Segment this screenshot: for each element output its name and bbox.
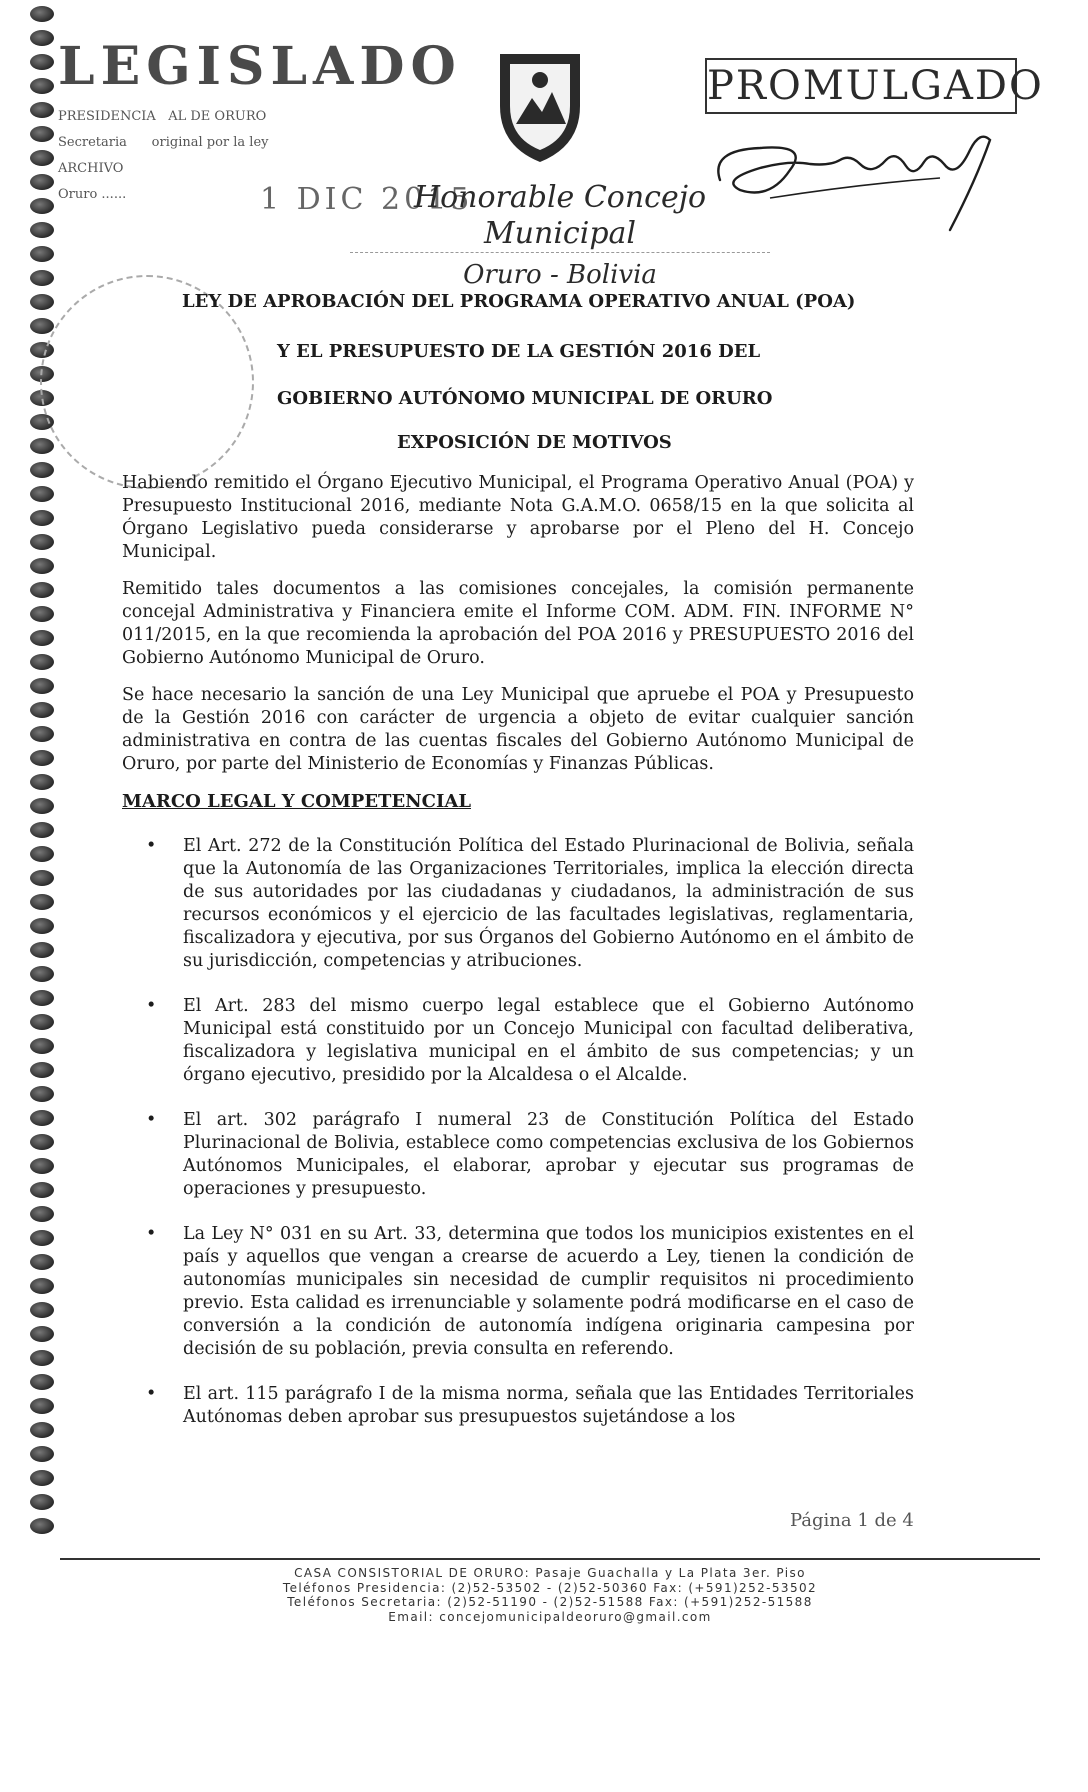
list-item-text: El art. 115 parágrafo I de la misma norma, señala que las Entidades Territoriales Autónomas deben aprobar sus presupuestos sujetándose a los — [183, 1384, 914, 1427]
binder-hole-icon — [30, 1302, 54, 1318]
binder-hole-icon — [30, 1278, 54, 1294]
footer-phones-secretaria: Teléfonos Secretaria: (2)52-51190 - (2)52-51588 Fax: (+591)252-51588 — [287, 1595, 813, 1609]
promulgado-stamp: PROMULGADO — [705, 58, 1017, 114]
binder-hole-icon — [30, 798, 54, 814]
council-name: Honorable Concejo Municipal — [350, 180, 770, 253]
bullet-icon: • — [146, 836, 157, 856]
list-item — [122, 1383, 914, 1429]
footer-email: Email: concejomunicipaldeoruro@gmail.com — [388, 1609, 712, 1624]
law-title-line-1: LEY DE APROBACIÓN DEL PROGRAMA OPERATIVO ANUAL (POA) — [182, 291, 856, 312]
footer-phones-presidencia: Teléfonos Presidencia: (2)52-53502 - (2)52-50360 Fax: (+591)252-53502 — [282, 1580, 818, 1595]
binder-hole-icon — [30, 1422, 54, 1438]
binder-hole-icon — [30, 942, 54, 958]
list-item — [122, 1223, 914, 1361]
list-item-text: El art. 302 parágrafo I numeral 23 de Constitución Política del Estado Plurinacional de Bolivia, establece como competencias exclusiva de los Gobiernos Autónomos Municipales, el elaborar, aprobar y ejecutar sus programas de operaciones y presupuesto. — [183, 1110, 914, 1199]
binder-hole-icon — [30, 486, 54, 502]
binder-hole-icon — [30, 822, 54, 838]
binder-hole-icon — [30, 1326, 54, 1342]
binder-hole-icon — [30, 270, 54, 286]
stamp-details: PRESIDENCIA AL DE ORURO Secretaria original por la ley ARCHIVO Oruro ...... — [58, 109, 269, 202]
legal-framework-list — [122, 835, 914, 1429]
binder-hole-icon — [30, 462, 54, 478]
binder-hole-icon — [30, 1038, 54, 1054]
binder-hole-icon — [30, 1134, 54, 1150]
law-title-line-3: GOBIERNO AUTÓNOMO MUNICIPAL DE ORURO — [277, 388, 773, 409]
handwritten-signature — [700, 120, 1020, 250]
binder-hole-icon — [30, 1374, 54, 1390]
binder-holes — [30, 6, 56, 1546]
binder-hole-icon — [30, 654, 54, 670]
binder-hole-icon — [30, 846, 54, 862]
binder-hole-icon — [30, 918, 54, 934]
binder-hole-icon — [30, 702, 54, 718]
bullet-icon: • — [146, 1224, 157, 1244]
list-item — [122, 835, 914, 973]
binder-hole-icon — [30, 246, 54, 262]
list-item — [122, 1109, 914, 1201]
paragraph: Remitido tales documentos a las comisiones concejales, la comisión permanente concejal Administrativa y Financiera emite el Informe COM. ADM. FIN. INFORME N° 011/2015, en la que recomienda la aprobación del POA 2016 y PRESUPUESTO 2016 del Gobierno Autónomo Municipal de Oruro. — [122, 579, 914, 668]
binder-hole-icon — [30, 1206, 54, 1222]
binder-hole-icon — [30, 318, 54, 334]
council-location: Oruro - Bolivia — [463, 260, 657, 290]
bullet-icon: • — [146, 1384, 157, 1404]
binder-hole-icon — [30, 1182, 54, 1198]
binder-hole-icon — [30, 1446, 54, 1462]
list-item-text: La Ley N° 031 en su Art. 33, determina que todos los municipios existentes en el país y aquellos que vengan a crearse de acuerdo a Ley, tienen la condición de autonomías municipales sin necesidad de cumplir requisitos ni procedimiento previo. Esta calidad es irrenunciable y solamente podrá modificarse en el caso de conversión a la condición de autonomía indígena originaria campesina por decisión de su población, previa consulta en referendo. — [183, 1224, 914, 1359]
binder-hole-icon — [30, 1014, 54, 1030]
binder-hole-icon — [30, 534, 54, 550]
bullet-icon: • — [146, 1110, 157, 1130]
stamp-heading: LEGISLADO — [58, 36, 462, 97]
stamp-date: 1 DIC 2015 — [260, 182, 474, 217]
paragraph: Se hace necesario la sanción de una Ley Municipal que apruebe el POA y Presupuesto de la Gestión 2016 con carácter de urgencia a objeto de evitar cualquier sanción administrativa en contra de las cuentas fiscales del Gobierno Autónomo Municipal de Oruro, por parte del Ministerio de Economías y Finanzas Públicas. — [122, 685, 914, 774]
list-item-text: El Art. 283 del mismo cuerpo legal establece que el Gobierno Autónomo Municipal está constituido por un Concejo Municipal con facultad deliberativa, fiscalizadora y legislativa municipal en el ámbito de sus competencias; y un órgano ejecutivo, presidido por la Alcaldesa o el Alcalde. — [183, 996, 914, 1085]
binder-hole-icon — [30, 1110, 54, 1126]
binder-hole-icon — [30, 894, 54, 910]
footer-divider — [60, 1558, 1040, 1560]
binder-hole-icon — [30, 630, 54, 646]
footer-contact — [160, 1566, 940, 1624]
exposicion-de-motivos-heading: EXPOSICIÓN DE MOTIVOS — [397, 432, 672, 453]
binder-hole-icon — [30, 1062, 54, 1078]
binder-hole-icon — [30, 1470, 54, 1486]
law-title-line-2: Y EL PRESUPUESTO DE LA GESTIÓN 2016 DEL — [277, 341, 761, 362]
binder-hole-icon — [30, 1230, 54, 1246]
binder-hole-icon — [30, 990, 54, 1006]
binder-hole-icon — [30, 726, 54, 742]
binder-hole-icon — [30, 294, 54, 310]
section-heading-marco-legal: MARCO LEGAL Y COMPETENCIAL — [122, 791, 471, 812]
binder-hole-icon — [30, 510, 54, 526]
binder-hole-icon — [30, 558, 54, 574]
binder-hole-icon — [30, 606, 54, 622]
binder-hole-icon — [30, 1518, 54, 1534]
coat-of-arms-seal — [490, 46, 590, 166]
binder-hole-icon — [30, 1158, 54, 1174]
binder-hole-icon — [30, 1398, 54, 1414]
binder-hole-icon — [30, 1350, 54, 1366]
page-number: Página 1 de 4 — [790, 1510, 914, 1531]
binder-hole-icon — [30, 774, 54, 790]
binder-hole-icon — [30, 966, 54, 982]
binder-hole-icon — [30, 582, 54, 598]
binder-hole-icon — [30, 750, 54, 766]
binder-hole-icon — [30, 1494, 54, 1510]
bullet-icon: • — [146, 996, 157, 1016]
list-item — [122, 995, 914, 1087]
binder-hole-icon — [30, 1254, 54, 1270]
binder-hole-icon — [30, 1086, 54, 1102]
paragraph: Habiendo remitido el Órgano Ejecutivo Municipal, el Programa Operativo Anual (POA) y Presupuesto Institucional 2016, mediante Nota G.A.M.O. 0658/15 en la que solicita al Órgano Legislativo pueda considerarse y aprobarse por el Pleno del H. Concejo Municipal. — [122, 473, 914, 562]
list-item-text: El Art. 272 de la Constitución Política del Estado Plurinacional de Bolivia, señala que la Autonomía de las Organizaciones Territoriales, implica la elección directa de sus autoridades por las ciudadanas y ciudadanos, la administración de sus recursos económicos y el ejercicio de las facultades legislativas, reglamentaria, fiscalizadora y ejecutiva, por sus Órganos del Gobierno Autónomo en el ámbito de su jurisdicción, competencias y atribuciones. — [183, 836, 914, 971]
binder-hole-icon — [30, 6, 54, 22]
footer-address: CASA CONSISTORIAL DE ORURO: Pasaje Guachalla y La Plata 3er. Piso — [294, 1566, 806, 1580]
binder-hole-icon — [30, 870, 54, 886]
body-text — [122, 472, 914, 1451]
binder-hole-icon — [30, 438, 54, 454]
binder-hole-icon — [30, 678, 54, 694]
